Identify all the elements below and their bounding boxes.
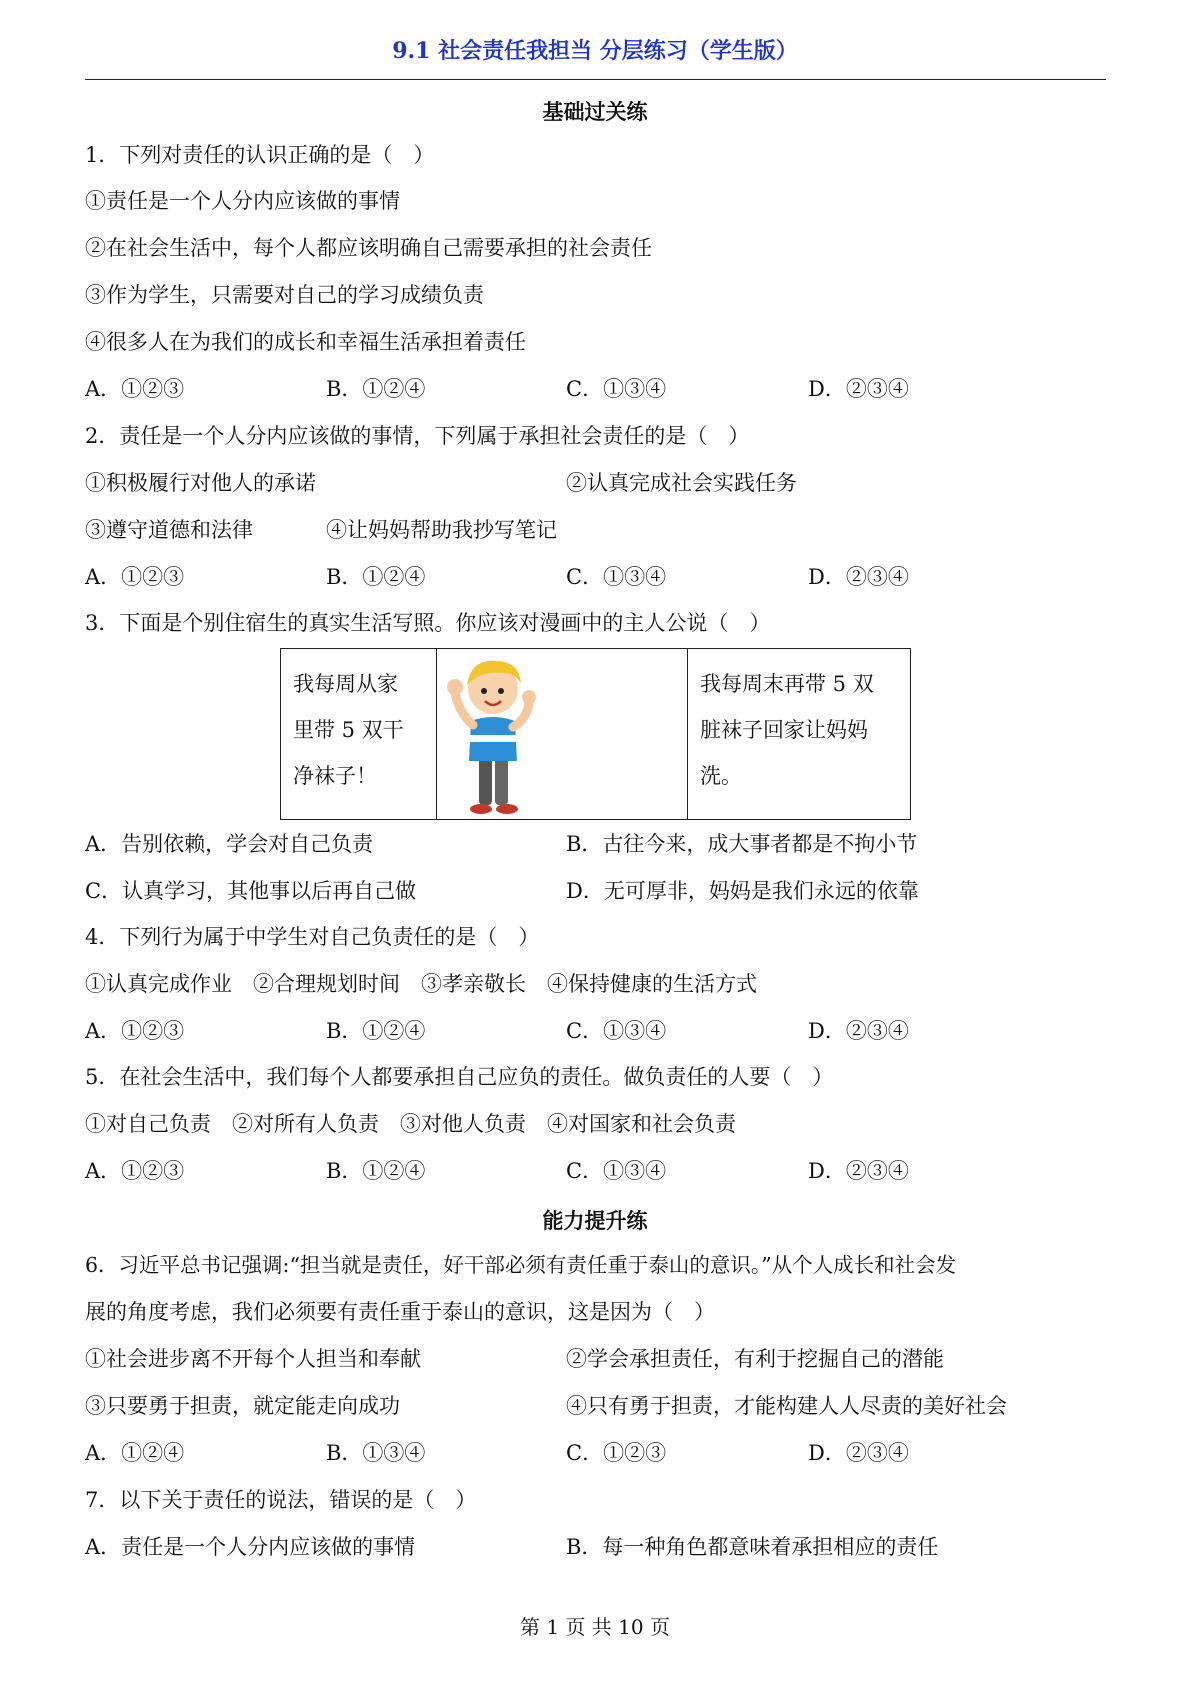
section-title-advanced: 能力提升练: [542, 1208, 648, 1233]
cartoon-boy-waving-icon: [437, 649, 687, 819]
q3-option-d[interactable]: D．无可厚非，妈妈是我们永远的依靠: [566, 879, 919, 903]
q1-item-2: ②在社会生活中，每个人都应该明确自己需要承担的社会责任: [85, 236, 652, 260]
q6-stem-line-2: 展的角度考虑，我们必须要有责任重于泰山的意识，这是因为（ ）: [85, 1300, 715, 1324]
right-text-line-2: 脏袜子回家让妈妈: [700, 718, 868, 742]
q4-option-c[interactable]: C．①③④: [566, 1019, 667, 1043]
q4-stem: 4．下列行为属于中学生对自己负责任的是（ ）: [85, 925, 540, 949]
page-footer: 第 1 页 共 10 页: [520, 1615, 670, 1639]
header-divider: [85, 79, 1106, 80]
q4-option-a[interactable]: A．①②③: [85, 1019, 185, 1043]
q7-option-b[interactable]: B．每一种角色都意味着承担相应的责任: [566, 1535, 939, 1559]
q3-stem: 3．下面是个别住宿生的真实生活写照。你应该对漫画中的主人公说（ ）: [85, 611, 771, 635]
q5-stem: 5．在社会生活中，我们每个人都要承担自己应负的责任。做负责任的人要（ ）: [85, 1065, 834, 1089]
q1-option-d[interactable]: D．②③④: [808, 377, 909, 401]
q2-option-d[interactable]: D．②③④: [808, 565, 909, 589]
q2-option-b[interactable]: B．①②④: [326, 565, 426, 589]
q1-item-4: ④很多人在为我们的成长和幸福生活承担着责任: [85, 330, 526, 354]
left-text-line-2: 里带 5 双干: [293, 718, 404, 742]
q2-item-4: ④让妈妈帮助我抄写笔记: [326, 518, 557, 542]
q2-option-c[interactable]: C．①③④: [566, 565, 667, 589]
right-text-line-3: 洗。: [700, 764, 742, 788]
q5-items: ①对自己负责 ②对所有人负责 ③对他人负责 ④对国家和社会负责: [85, 1112, 736, 1136]
right-text-line-1: 我每周末再带 5 双: [700, 672, 874, 696]
q2-option-a[interactable]: A．①②③: [85, 565, 185, 589]
q1-option-c[interactable]: C．①③④: [566, 377, 667, 401]
q4-option-b[interactable]: B．①②④: [326, 1019, 426, 1043]
q1-option-b[interactable]: B．①②④: [326, 377, 426, 401]
q7-stem: 7．以下关于责任的说法，错误的是（ ）: [85, 1488, 477, 1512]
q3-option-a[interactable]: A．告别依赖，学会对自己负责: [85, 832, 374, 856]
q5-option-a[interactable]: A．①②③: [85, 1159, 185, 1183]
left-text-line-1: 我每周从家: [293, 672, 398, 696]
section-title-basic: 基础过关练: [542, 99, 648, 124]
q6-option-a[interactable]: A．①②④: [85, 1441, 185, 1465]
q6-item-3: ③只要勇于担责，就定能走向成功: [85, 1394, 400, 1418]
q6-option-c[interactable]: C．①②③: [566, 1441, 667, 1465]
q2-item-1: ①积极履行对他人的承诺: [85, 471, 316, 495]
q1-option-a[interactable]: A．①②③: [85, 377, 185, 401]
cartoon-left-text: [281, 649, 437, 819]
q1-stem: 1．下列对责任的认识正确的是（ ）: [85, 143, 435, 167]
q6-option-b[interactable]: B．①③④: [326, 1441, 426, 1465]
cartoon-table: [280, 648, 911, 820]
q2-stem: 2．责任是一个人分内应该做的事情，下列属于承担社会责任的是（ ）: [85, 424, 750, 448]
q5-option-b[interactable]: B．①②④: [326, 1159, 426, 1183]
q4-option-d[interactable]: D．②③④: [808, 1019, 909, 1043]
q5-option-c[interactable]: C．①③④: [566, 1159, 667, 1183]
q2-item-3: ③遵守道德和法律: [85, 518, 253, 542]
q1-item-3: ③作为学生，只需要对自己的学习成绩负责: [85, 283, 484, 307]
q1-item-1: ①责任是一个人分内应该做的事情: [85, 189, 400, 213]
q7-option-a[interactable]: A．责任是一个人分内应该做的事情: [85, 1535, 416, 1559]
q3-option-c[interactable]: C．认真学习，其他事以后再自己做: [85, 879, 417, 903]
q6-item-1: ①社会进步离不开每个人担当和奉献: [85, 1347, 421, 1371]
q6-item-4: ④只有勇于担责，才能构建人人尽责的美好社会: [566, 1394, 1007, 1418]
q3-option-b[interactable]: B．古往今来，成大事者都是不拘小节: [566, 832, 918, 856]
q5-option-d[interactable]: D．②③④: [808, 1159, 909, 1183]
q6-stem-line-1: 6．习近平总书记强调:“担当就是责任，好干部必须有责任重于泰山的意识。”从个人成长和社会发: [85, 1253, 957, 1277]
q4-items: ①认真完成作业 ②合理规划时间 ③孝亲敬长 ④保持健康的生活方式: [85, 972, 757, 996]
page-title: 9.1 社会责任我担当 分层练习（学生版）: [392, 38, 798, 64]
cartoon-right-text: [687, 649, 911, 819]
left-text-line-3: 净袜子！: [293, 764, 377, 788]
q6-option-d[interactable]: D．②③④: [808, 1441, 909, 1465]
q6-item-2: ②学会承担责任，有利于挖掘自己的潜能: [566, 1347, 944, 1371]
q2-item-2: ②认真完成社会实践任务: [566, 471, 797, 495]
